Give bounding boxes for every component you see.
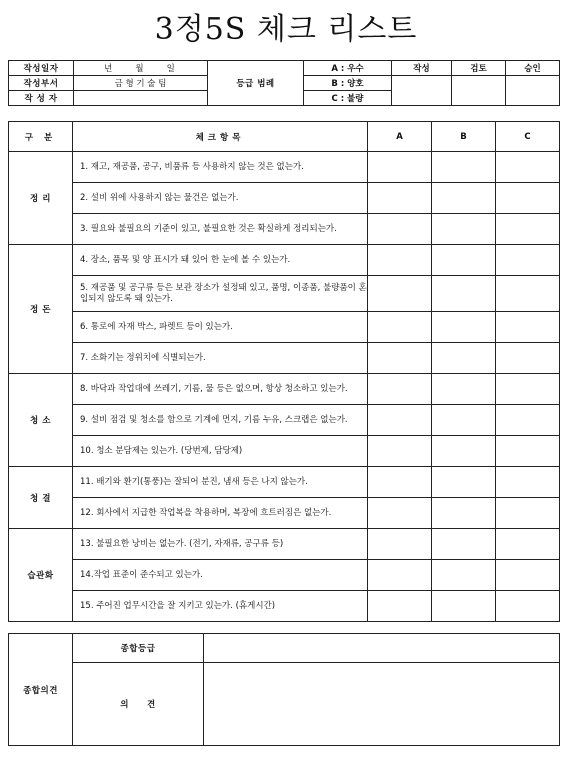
check-item-text: 15. 주어진 업무시간을 잘 지키고 있는가. (휴게시간) [73,591,368,622]
grade-a-cell[interactable] [368,245,432,276]
category-column-header: 구 분 [9,122,73,152]
checklist-table [8,121,560,622]
grade-b-cell[interactable] [432,467,496,498]
grade-a-cell[interactable] [368,405,432,436]
grade-b-cell[interactable] [432,183,496,214]
grade-b-cell[interactable] [432,436,496,467]
date-field[interactable]: 년 월 일 [74,61,208,76]
grade-b-cell[interactable] [432,312,496,343]
check-item-text: 12. 회사에서 지급한 작업복을 착용하며, 복장에 흐트러짐은 없는가. [73,498,368,529]
summary-label: 종합의견 [9,634,73,746]
check-item-text: 13. 불필요한 낭비는 없는가. (전기, 자재류, 공구류 등) [73,529,368,560]
grade-b-cell[interactable] [432,245,496,276]
grade-b-cell[interactable] [432,214,496,245]
category-label: 청 결 [9,467,73,529]
check-item-text: 1. 재고, 재공품, 공구, 비품류 등 사용하지 않는 것은 없는가. [73,152,368,183]
grade-c-cell[interactable] [496,498,560,529]
grade-b-cell[interactable] [432,560,496,591]
approval-header-review: 검토 [452,61,506,76]
grade-c-cell[interactable] [496,245,560,276]
grade-a-cell[interactable] [368,467,432,498]
grade-a-column-header: A [368,122,432,152]
page-title: 3정5S 체크 리스트 [154,12,418,47]
overall-grade-label: 종합등급 [73,634,204,663]
checklist-row [9,467,560,498]
grade-c-cell[interactable] [496,276,560,312]
overall-grade-field[interactable] [204,634,560,663]
dept-label: 작성부서 [9,76,74,91]
grade-b-cell[interactable] [432,276,496,312]
checklist-row [9,374,560,405]
approval-box-approve[interactable] [506,76,560,106]
grade-a-cell[interactable] [368,214,432,245]
grade-b-cell[interactable] [432,529,496,560]
checklist-row [9,560,560,591]
category-label: 정 리 [9,152,73,245]
category-label: 습관화 [9,529,73,622]
approval-box-write[interactable] [392,76,452,106]
opinion-label: 의 견 [73,663,204,746]
checklist-row [9,214,560,245]
checklist-row [9,436,560,467]
grade-legend-label: 등급 범례 [208,61,304,106]
grade-a-cell[interactable] [368,529,432,560]
grade-c-cell[interactable] [496,405,560,436]
category-label: 정 돈 [9,245,73,374]
check-item-text: 14.작업 표준이 준수되고 있는가. [73,560,368,591]
grade-c-legend: C : 불량 [304,91,392,106]
checklist-row [9,343,560,374]
approval-header-approve: 승인 [506,61,560,76]
grade-c-cell[interactable] [496,467,560,498]
check-item-text: 5. 재공품 및 공구류 등은 보관 장소가 설정돼 있고, 품명, 이종품, 불량품이 혼입되지 않도록 돼 있는가. [73,276,368,312]
approval-box-review[interactable] [452,76,506,106]
check-item-text: 7. 소화기는 정위치에 식별되는가. [73,343,368,374]
grade-c-cell[interactable] [496,529,560,560]
grade-a-cell[interactable] [368,343,432,374]
grade-b-cell[interactable] [432,343,496,374]
summary-table [8,633,560,746]
grade-a-cell[interactable] [368,436,432,467]
grade-c-cell[interactable] [496,591,560,622]
author-label: 작 성 자 [9,91,74,106]
grade-c-cell[interactable] [496,436,560,467]
grade-c-cell[interactable] [496,152,560,183]
dept-field[interactable]: 금 형 기 술 팀 [74,76,208,91]
check-item-text: 4. 장소, 품목 및 양 표시가 돼 있어 한 눈에 볼 수 있는가. [73,245,368,276]
author-field[interactable] [74,91,208,106]
grade-a-legend: A : 우수 [304,61,392,76]
grade-a-cell[interactable] [368,498,432,529]
grade-b-cell[interactable] [432,498,496,529]
grade-a-cell[interactable] [368,560,432,591]
check-item-text: 10. 청소 분담제는 있는가. (당번제, 담당제) [73,436,368,467]
date-label: 작성일자 [9,61,74,76]
grade-a-cell[interactable] [368,374,432,405]
check-item-text: 11. 배기와 환기(통풍)는 잘되어 분진, 냄새 등은 나지 않는가. [73,467,368,498]
grade-a-cell[interactable] [368,276,432,312]
grade-b-legend: B : 양호 [304,76,392,91]
opinion-field[interactable] [204,663,560,746]
checklist-row [9,276,560,312]
grade-b-cell[interactable] [432,374,496,405]
category-label: 청 소 [9,374,73,467]
checklist-row [9,245,560,276]
grade-c-cell[interactable] [496,214,560,245]
check-item-text: 3. 필요와 불필요의 기준이 있고, 불필요한 것은 확실하게 정리되는가. [73,214,368,245]
grade-c-cell[interactable] [496,560,560,591]
grade-c-cell[interactable] [496,183,560,214]
check-item-text: 8. 바닥과 작업대에 쓰레기, 기름, 물 등은 없으며, 항상 청소하고 있는가. [73,374,368,405]
grade-a-cell[interactable] [368,183,432,214]
grade-c-cell[interactable] [496,374,560,405]
checklist-row [9,498,560,529]
approval-header-write: 작성 [392,61,452,76]
check-item-text: 2. 설비 위에 사용하지 않는 물건은 없는가. [73,183,368,214]
grade-c-column-header: C [496,122,560,152]
grade-c-cell[interactable] [496,312,560,343]
grade-b-cell[interactable] [432,405,496,436]
grade-c-cell[interactable] [496,343,560,374]
checklist-row [9,183,560,214]
grade-b-cell[interactable] [432,591,496,622]
grade-a-cell[interactable] [368,312,432,343]
grade-b-column-header: B [432,122,496,152]
header-table [8,60,560,106]
checklist-row [9,529,560,560]
check-item-text: 9. 설비 점검 및 청소를 함으로 기계에 먼지, 기름 누유, 스크랩은 없는가. [73,405,368,436]
checklist-row [9,152,560,183]
grade-a-cell[interactable] [368,152,432,183]
checklist-row [9,312,560,343]
check-item-text: 6. 통로에 자재 박스, 파렛트 등이 있는가. [73,312,368,343]
grade-a-cell[interactable] [368,591,432,622]
items-column-header: 체크항목 [73,122,368,152]
checklist-row [9,591,560,622]
grade-b-cell[interactable] [432,152,496,183]
checklist-row [9,405,560,436]
